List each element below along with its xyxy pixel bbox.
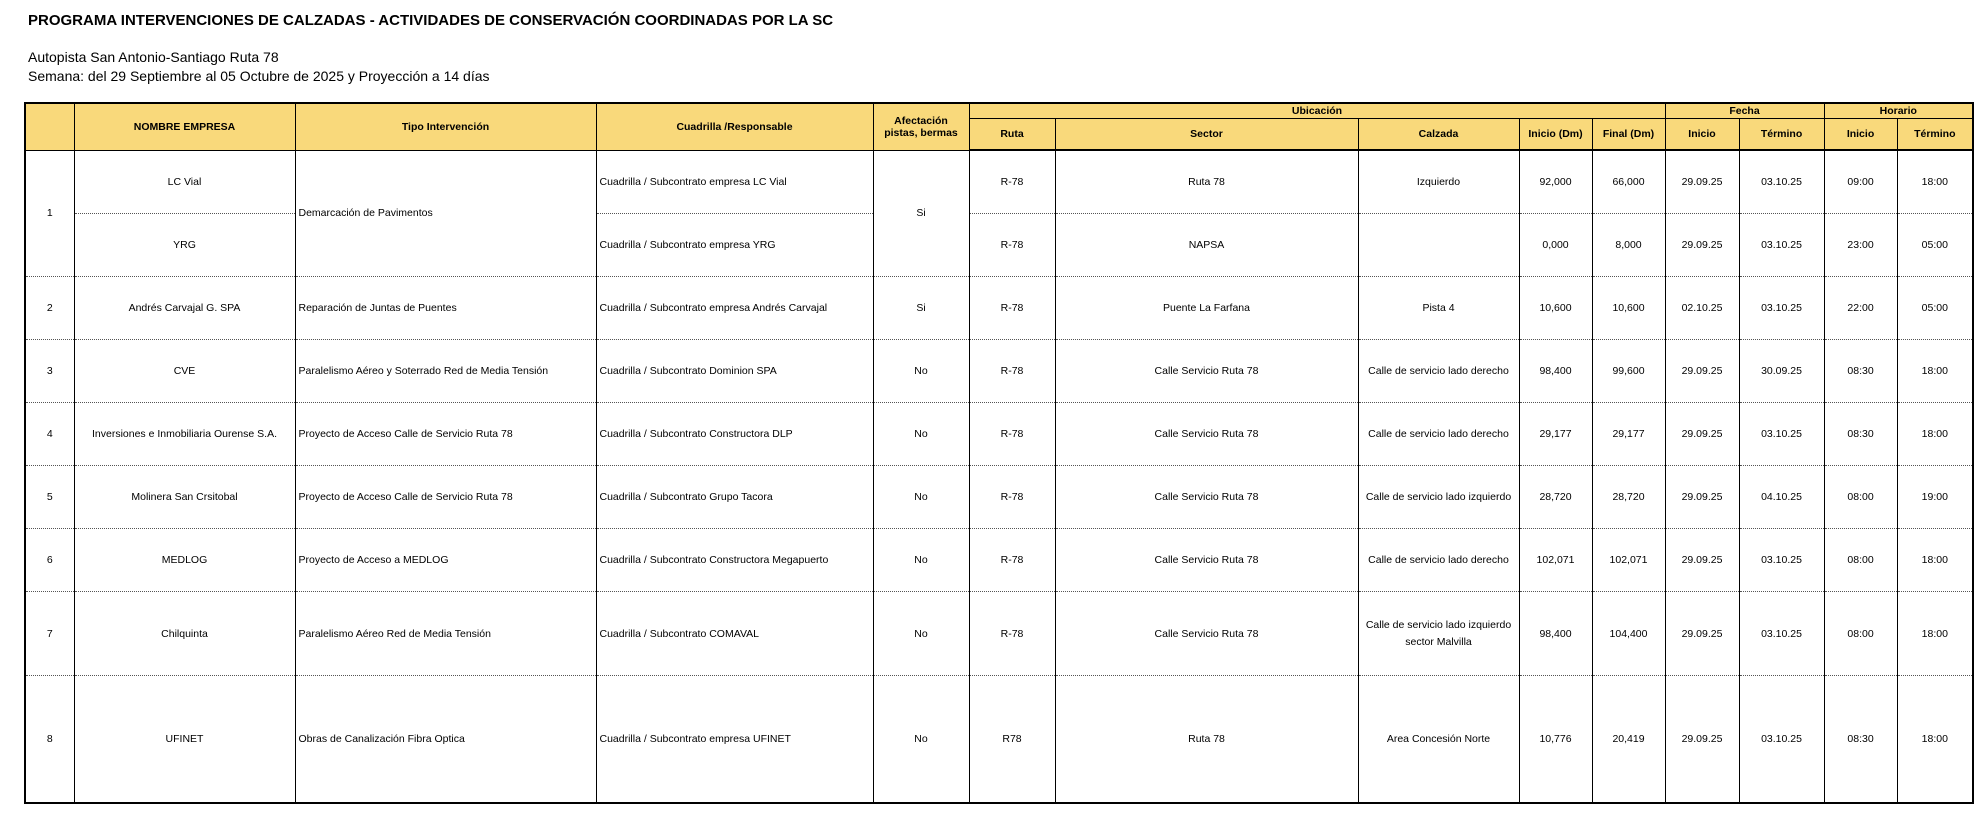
cell-inicio-dm: 92,000: [1519, 150, 1592, 214]
header-horario: Horario: [1824, 103, 1973, 118]
cell-num: 6: [25, 529, 74, 592]
cell-cuadrilla: Cuadrilla / Subcontrato empresa LC Vial: [596, 150, 873, 214]
cell-hora-termino: 18:00: [1897, 676, 1973, 804]
header-fecha-termino: Término: [1739, 118, 1824, 150]
cell-sector: Calle Servicio Ruta 78: [1055, 529, 1358, 592]
cell-calzada: Calle de servicio lado derecho: [1358, 403, 1519, 466]
cell-hora-inicio: 08:30: [1824, 340, 1897, 403]
cell-hora-inicio: 08:30: [1824, 676, 1897, 804]
cell-hora-termino: 18:00: [1897, 150, 1973, 214]
cell-tipo: Obras de Canalización Fibra Optica: [295, 676, 596, 804]
header-calzada: Calzada: [1358, 118, 1519, 150]
cell-fecha-termino: 03.10.25: [1739, 214, 1824, 277]
cell-afectacion: No: [873, 466, 969, 529]
cell-cuadrilla: Cuadrilla / Subcontrato empresa UFINET: [596, 676, 873, 804]
cell-ruta: R-78: [969, 403, 1055, 466]
header-ubicacion: Ubicación: [969, 103, 1665, 118]
cell-num: 3: [25, 340, 74, 403]
cell-hora-termino: 18:00: [1897, 529, 1973, 592]
cell-hora-inicio: 08:00: [1824, 529, 1897, 592]
table-row: [25, 592, 1973, 676]
cell-fecha-inicio: 29.09.25: [1665, 466, 1739, 529]
cell-ruta: R-78: [969, 214, 1055, 277]
cell-sector: Ruta 78: [1055, 150, 1358, 214]
cell-afectacion: Si: [873, 277, 969, 340]
cell-sector: Puente La Farfana: [1055, 277, 1358, 340]
cell-fecha-inicio: 02.10.25: [1665, 277, 1739, 340]
header-empresa: NOMBRE EMPRESA: [74, 103, 295, 150]
cell-ruta: R-78: [969, 277, 1055, 340]
cell-empresa: Chilquinta: [74, 592, 295, 676]
cell-empresa: UFINET: [74, 676, 295, 804]
cell-calzada: Calle de servicio lado derecho: [1358, 529, 1519, 592]
cell-empresa: MEDLOG: [74, 529, 295, 592]
cell-num: 5: [25, 466, 74, 529]
cell-num: 7: [25, 592, 74, 676]
cell-hora-inicio: 09:00: [1824, 150, 1897, 214]
cell-tipo: Reparación de Juntas de Puentes: [295, 277, 596, 340]
cell-afectacion: No: [873, 403, 969, 466]
cell-fecha-inicio: 29.09.25: [1665, 529, 1739, 592]
cell-hora-termino: 18:00: [1897, 403, 1973, 466]
cell-fecha-inicio: 29.09.25: [1665, 676, 1739, 804]
cell-tipo: Paralelismo Aéreo Red de Media Tensión: [295, 592, 596, 676]
cell-sector: NAPSA: [1055, 214, 1358, 277]
cell-sector: Calle Servicio Ruta 78: [1055, 340, 1358, 403]
cell-fecha-termino: 03.10.25: [1739, 403, 1824, 466]
subtitle-week: Semana: del 29 Septiembre al 05 Octubre de 2025 y Proyección a 14 días: [28, 68, 490, 84]
cell-sector: Calle Servicio Ruta 78: [1055, 592, 1358, 676]
cell-final-dm: 99,600: [1592, 340, 1665, 403]
cell-empresa: LC Vial: [74, 150, 295, 214]
cell-calzada: Calle de servicio lado derecho: [1358, 340, 1519, 403]
header-fecha: Fecha: [1665, 103, 1824, 118]
header-horario-inicio: Inicio: [1824, 118, 1897, 150]
header-horario-termino: Término: [1897, 118, 1973, 150]
table-row: [25, 529, 1973, 592]
cell-ruta: R-78: [969, 592, 1055, 676]
cell-fecha-inicio: 29.09.25: [1665, 403, 1739, 466]
cell-fecha-termino: 03.10.25: [1739, 529, 1824, 592]
cell-fecha-inicio: 29.09.25: [1665, 340, 1739, 403]
header-ruta: Ruta: [969, 118, 1055, 150]
cell-final-dm: 104,400: [1592, 592, 1665, 676]
cell-fecha-inicio: 29.09.25: [1665, 150, 1739, 214]
cell-cuadrilla: Cuadrilla / Subcontrato Dominion SPA: [596, 340, 873, 403]
cell-hora-termino: 05:00: [1897, 214, 1973, 277]
header-fecha-inicio: Inicio: [1665, 118, 1739, 150]
page-title: PROGRAMA INTERVENCIONES DE CALZADAS - ACTIVIDADES DE CONSERVACIÓN COORDINADAS POR LA SC: [28, 12, 834, 29]
cell-inicio-dm: 29,177: [1519, 403, 1592, 466]
cell-inicio-dm: 10,776: [1519, 676, 1592, 804]
cell-fecha-termino: 03.10.25: [1739, 277, 1824, 340]
header-sector: Sector: [1055, 118, 1358, 150]
cell-hora-inicio: 22:00: [1824, 277, 1897, 340]
cell-cuadrilla: Cuadrilla / Subcontrato empresa YRG: [596, 214, 873, 277]
header-num: [25, 103, 74, 150]
header-inicio-dm: Inicio (Dm): [1519, 118, 1592, 150]
cell-num: 2: [25, 277, 74, 340]
cell-num: 4: [25, 403, 74, 466]
cell-empresa: Molinera San Crsitobal: [74, 466, 295, 529]
cell-calzada: Area Concesión Norte: [1358, 676, 1519, 804]
cell-final-dm: 8,000: [1592, 214, 1665, 277]
cell-cuadrilla: Cuadrilla / Subcontrato Constructora Megapuerto: [596, 529, 873, 592]
header-tipo: Tipo Intervención: [295, 103, 596, 150]
cell-tipo: Proyecto de Acceso Calle de Servicio Ruta 78: [295, 466, 596, 529]
cell-fecha-inicio: 29.09.25: [1665, 592, 1739, 676]
cell-num: 1: [25, 150, 74, 277]
cell-cuadrilla: Cuadrilla / Subcontrato COMAVAL: [596, 592, 873, 676]
cell-ruta: R-78: [969, 150, 1055, 214]
cell-final-dm: 29,177: [1592, 403, 1665, 466]
table-row: [25, 466, 1973, 529]
cell-ruta: R-78: [969, 529, 1055, 592]
cell-tipo: Proyecto de Acceso Calle de Servicio Ruta 78: [295, 403, 596, 466]
cell-calzada: Calle de servicio lado izquierdo sector Malvilla: [1358, 592, 1519, 676]
cell-afectacion: No: [873, 676, 969, 804]
cell-fecha-termino: 03.10.25: [1739, 676, 1824, 804]
cell-tipo: Proyecto de Acceso a MEDLOG: [295, 529, 596, 592]
cell-hora-inicio: 23:00: [1824, 214, 1897, 277]
cell-inicio-dm: 10,600: [1519, 277, 1592, 340]
cell-calzada: Calle de servicio lado izquierdo: [1358, 466, 1519, 529]
cell-sector: Calle Servicio Ruta 78: [1055, 403, 1358, 466]
cell-final-dm: 66,000: [1592, 150, 1665, 214]
cell-cuadrilla: Cuadrilla / Subcontrato Constructora DLP: [596, 403, 873, 466]
subtitle-highway: Autopista San Antonio-Santiago Ruta 78: [28, 49, 279, 65]
cell-calzada: [1358, 214, 1519, 277]
cell-cuadrilla: Cuadrilla / Subcontrato empresa Andrés Carvajal: [596, 277, 873, 340]
cell-inicio-dm: 98,400: [1519, 592, 1592, 676]
cell-num: 8: [25, 676, 74, 804]
cell-tipo: Paralelismo Aéreo y Soterrado Red de Media Tensión: [295, 340, 596, 403]
cell-final-dm: 28,720: [1592, 466, 1665, 529]
table-row: [25, 150, 1973, 214]
table-row: [25, 403, 1973, 466]
cell-afectacion: Si: [873, 150, 969, 277]
header-final-dm: Final (Dm): [1592, 118, 1665, 150]
cell-fecha-termino: 30.09.25: [1739, 340, 1824, 403]
cell-fecha-termino: 03.10.25: [1739, 592, 1824, 676]
cell-sector: Ruta 78: [1055, 676, 1358, 804]
table-row: [25, 277, 1973, 340]
cell-afectacion: No: [873, 529, 969, 592]
cell-tipo: Demarcación de Pavimentos: [295, 150, 596, 277]
cell-sector: Calle Servicio Ruta 78: [1055, 466, 1358, 529]
cell-empresa: CVE: [74, 340, 295, 403]
cell-afectacion: No: [873, 340, 969, 403]
cell-fecha-termino: 03.10.25: [1739, 150, 1824, 214]
cell-fecha-inicio: 29.09.25: [1665, 214, 1739, 277]
cell-inicio-dm: 0,000: [1519, 214, 1592, 277]
cell-ruta: R-78: [969, 340, 1055, 403]
header-cuadrilla: Cuadrilla /Responsable: [596, 103, 873, 150]
header-afectacion-line1: Afectación: [894, 114, 948, 127]
cell-hora-inicio: 08:00: [1824, 466, 1897, 529]
cell-hora-termino: 19:00: [1897, 466, 1973, 529]
cell-cuadrilla: Cuadrilla / Subcontrato Grupo Tacora: [596, 466, 873, 529]
cell-final-dm: 20,419: [1592, 676, 1665, 804]
table-row: [25, 340, 1973, 403]
cell-afectacion: No: [873, 592, 969, 676]
cell-hora-termino: 18:00: [1897, 340, 1973, 403]
cell-inicio-dm: 28,720: [1519, 466, 1592, 529]
cell-fecha-termino: 04.10.25: [1739, 466, 1824, 529]
interventions-table: [24, 102, 1974, 804]
cell-calzada: Izquierdo: [1358, 150, 1519, 214]
header-afectacion-line2: pistas, bermas: [884, 126, 958, 139]
cell-final-dm: 102,071: [1592, 529, 1665, 592]
header-afectacion: [873, 103, 969, 150]
cell-inicio-dm: 98,400: [1519, 340, 1592, 403]
cell-hora-termino: 05:00: [1897, 277, 1973, 340]
cell-empresa: Andrés Carvajal G. SPA: [74, 277, 295, 340]
cell-ruta: R-78: [969, 466, 1055, 529]
cell-inicio-dm: 102,071: [1519, 529, 1592, 592]
cell-hora-inicio: 08:00: [1824, 592, 1897, 676]
cell-ruta: R78: [969, 676, 1055, 804]
cell-hora-inicio: 08:30: [1824, 403, 1897, 466]
cell-calzada: Pista 4: [1358, 277, 1519, 340]
cell-hora-termino: 18:00: [1897, 592, 1973, 676]
cell-final-dm: 10,600: [1592, 277, 1665, 340]
table-row: [25, 676, 1973, 804]
cell-empresa: YRG: [74, 214, 295, 277]
cell-empresa: Inversiones e Inmobiliaria Ourense S.A.: [74, 403, 295, 466]
